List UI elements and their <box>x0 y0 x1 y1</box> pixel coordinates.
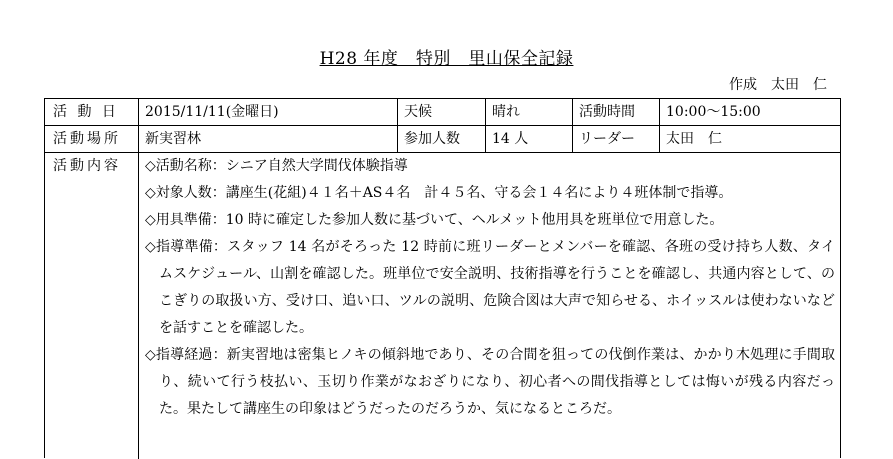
activity-time-label: 活動時間 <box>579 104 635 120</box>
participants-value: 14 人 <box>492 131 529 147</box>
author-label: 作成 <box>729 77 757 93</box>
author-name: 太田 仁 <box>771 77 827 93</box>
column-divider <box>572 99 573 152</box>
activity-time-value: 10:00～15:00 <box>666 104 761 120</box>
column-divider <box>397 99 398 152</box>
column-divider <box>659 99 660 152</box>
leader-label: リーダー <box>579 131 635 147</box>
activity-date-label: 活 動 日 <box>53 104 119 120</box>
document-title: H28 年度 特別 里山保全記録 <box>319 49 574 69</box>
activity-date-value: 2015/11/11(金曜日) <box>145 104 279 120</box>
weather-label: 天候 <box>404 104 432 120</box>
content-item-preparation: ◇指導準備：スタッフ 14 名がそろった 12 時前に班リーダーとメンバーを確認、各班の受け持ち人数、タイムスケジュール、山割を確認した。班単位で安全説明、技術指導を行うことを確認し、共通内容として、のこぎりの取扱い方、受け口、追い口、ツルの説明、危険合図は大声で知らせる、ホイッスルは使わないなどを話すことを確認した。 <box>145 239 835 336</box>
activity-place-label: 活動場所 <box>53 131 121 147</box>
content-item-progress: ◇指導経過：新実習地は密集ヒノキの傾斜地であり、その合間を狙っての伐倒作業は、かかり木処理に手間取り、続いて行う枝払い、玉切り作業がなおざりになり、初心者への間伐指導としては悔いが残る内容だった。果たして講座生の印象はどうだったのだろうか、気になるところだ。 <box>145 347 835 417</box>
activity-record-table <box>44 98 841 458</box>
content-item-participants: ◇対象人数：講座生(花組)４１名＋AS４名 計４５名、守る会１４名により４班体制で指導。 <box>145 185 733 201</box>
activity-place-value: 新実習林 <box>145 131 201 147</box>
author-line <box>729 74 827 94</box>
participants-label: 参加人数 <box>404 131 460 147</box>
activity-content-label: 活動内容 <box>53 158 121 174</box>
weather-value: 晴れ <box>492 104 520 120</box>
content-item-name: ◇活動名称：シニア自然大学間伐体験指導 <box>145 158 408 174</box>
column-divider <box>485 99 486 152</box>
label-column-divider <box>138 99 139 459</box>
content-item-equipment: ◇用具準備：10 時に確定した参加人数に基づいて、ヘルメット他用具を班単位で用意した。 <box>145 212 724 228</box>
activity-content-body <box>145 153 835 423</box>
leader-value: 太田 仁 <box>666 131 722 147</box>
